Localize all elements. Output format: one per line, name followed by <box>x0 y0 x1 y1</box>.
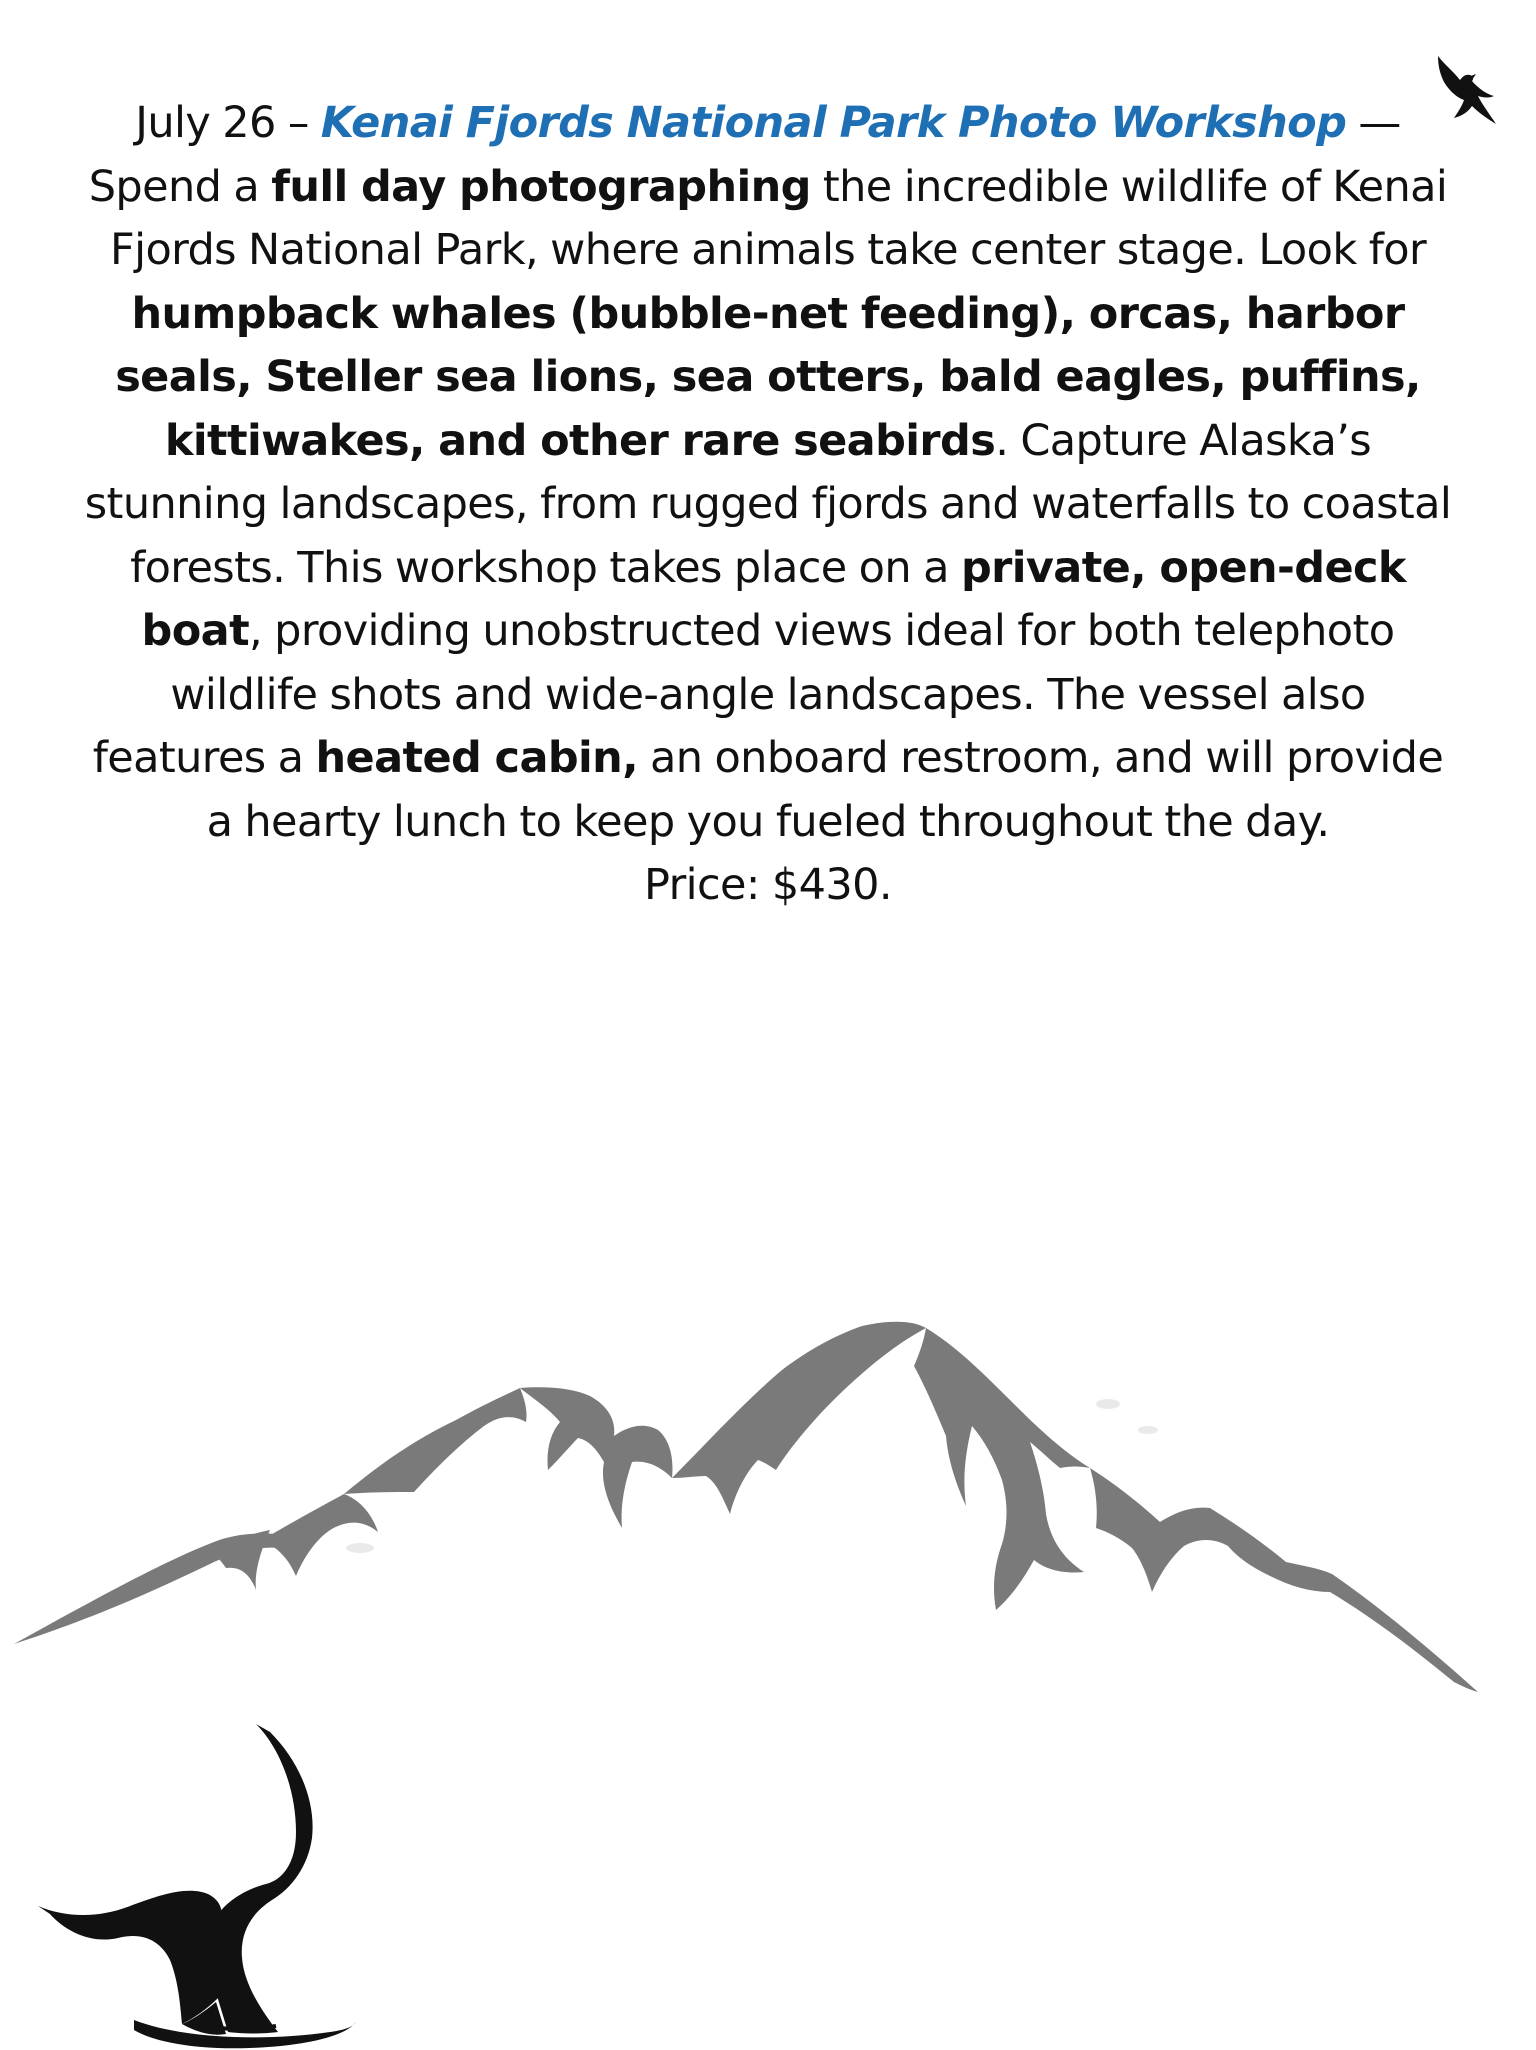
separator-dash: — <box>1346 98 1401 148</box>
eagle-icon <box>1430 52 1502 142</box>
description-text: the incredible wildlife of Kenai Fjords National Park, where animals take center stage. Look for <box>109 161 1448 275</box>
description-text: an onboard restroom, and will provide a hearty lunch to keep you fueled throughout the day. <box>206 733 1444 847</box>
whale-tail-icon <box>30 1720 450 2050</box>
workshop-description <box>78 92 1458 918</box>
wildlife-list: humpback whales (bubble-net feeding), orcas, harbor seals, Steller sea lions, sea otters, bald eagles, puffins, kittiwakes, and other rare seabirds <box>115 288 1421 466</box>
highlight-text: heated cabin, <box>315 733 638 783</box>
highlight-text: full day photographing <box>271 161 811 212</box>
price: Price: $430. <box>644 860 892 910</box>
description-text: Spend a <box>88 161 272 212</box>
event-title: Kenai Fjords National Park Photo Workshop <box>320 98 1347 148</box>
separator-dash: – <box>275 98 321 148</box>
highlight-text: private, open-deck boat <box>141 542 1406 656</box>
mountain-range-illustration <box>0 1270 1536 1710</box>
description-text: . Capture Alaska’s stunning landscapes, from rugged fjords and waterfalls to coastal forests. This workshop takes place on a <box>84 415 1452 593</box>
description-text: , providing unobstructed views ideal for both telephoto wildlife shots and wide-angle landscapes. The vessel also features a <box>92 606 1395 783</box>
event-date: July 26 <box>135 98 276 148</box>
